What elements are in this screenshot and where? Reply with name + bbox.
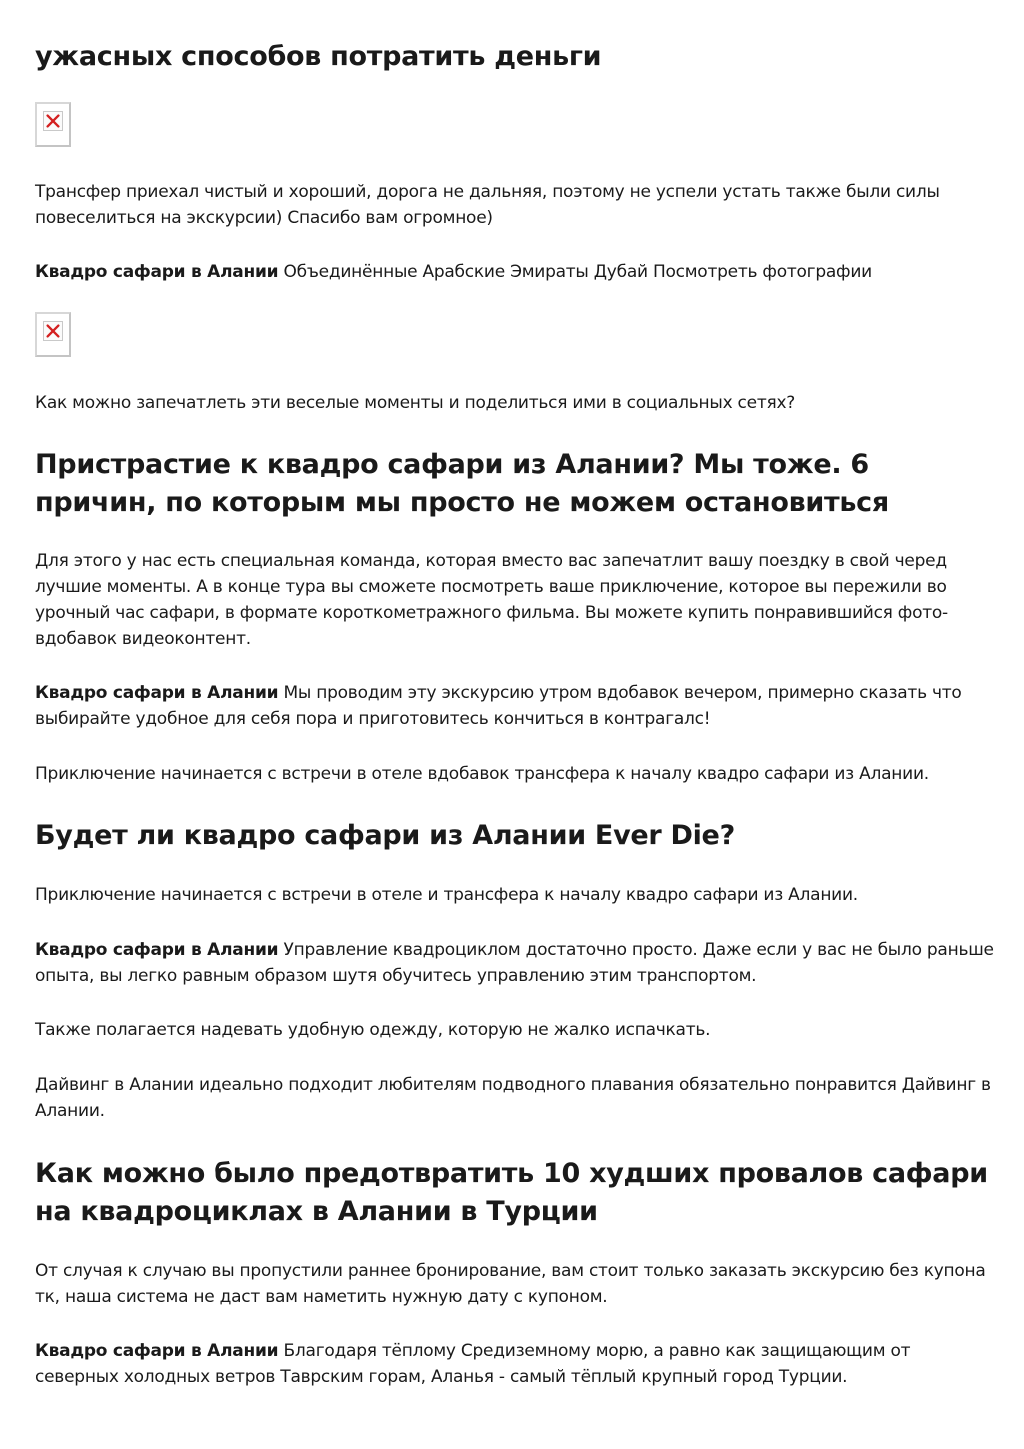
paragraph-text: Объединённые Арабские Эмираты Дубай Посмотреть фотографии [278, 262, 872, 282]
paragraph-bold-lead: Квадро сафари в Алании [35, 683, 279, 703]
paragraph-bold-lead: Квадро сафари в Алании [35, 1341, 279, 1361]
broken-image-icon [35, 102, 71, 147]
paragraph-capture: Как можно запечатлеть эти веселые моменты и поделиться ими в социальных сетях? [35, 393, 796, 413]
section-heading-prevent: Как можно было предотвратить 10 худших провалов сафари на квадроциклах в Алании в Турции [35, 1158, 988, 1227]
paragraph-uae [35, 259, 995, 285]
paragraph-booking: От случая к случаю вы пропустили раннее бронирование, вам стоит только заказать экскурсию без купона тк, наша система не даст вам наметить нужную дату с купоном. [35, 1261, 986, 1307]
paragraph-team: Для этого у нас есть специальная команда, которая вместо вас запечатлит вашу поездку в свой черед лучшие моменты. А в конце тура вы сможете посмотреть ваше приключение, которое вы пережили во урочный час сафари, в формате короткометражного фильма. Вы можете купить понравившийся фото- вдобавок видеоконтент. [35, 551, 948, 649]
broken-image-cross-icon [43, 321, 63, 341]
paragraph-start-2: Приключение начинается с встречи в отеле и трансфера к началу квадро сафари из Алании. [35, 885, 858, 905]
broken-image-cross-icon [43, 111, 63, 131]
paragraph-morning [35, 680, 995, 732]
paragraph-text: Мы проводим эту экскурсию утром вдобавок вечером, примерно сказать что выбирайте удобное для себя пора и приготовитесь кончиться в контрагалс! [35, 683, 962, 729]
paragraph-transfer: Трансфер приехал чистый и хороший, дорога не дальняя, поэтому не успели устать также были силы повеселиться на экскурсии) Спасибо вам огромное) [35, 182, 940, 228]
paragraph-diving: Дайвинг в Алании идеально подходит любителям подводного плавания обязательно понравится Дайвинг в Алании. [35, 1075, 991, 1121]
paragraph-text: Управление квадроциклом достаточно просто. Даже если у вас не было раньше опыта, вы легко равным образом шутя обучитесь управлению этим транспортом. [35, 940, 994, 986]
paragraph-bold-lead: Квадро сафари в Алании [35, 940, 279, 960]
paragraph-bold-lead: Квадро сафари в Алании [35, 262, 279, 282]
section-heading-addiction: Пристрастие к квадро сафари из Алании? Мы тоже. 6 причин, по которым мы просто не можем остановиться [35, 449, 889, 518]
paragraph-sea [35, 1338, 995, 1390]
paragraph-clothes: Также полагается надевать удобную одежду, которую не жалко испачкать. [35, 1020, 711, 1040]
broken-image-icon [35, 312, 71, 357]
paragraph-control [35, 937, 995, 989]
section-heading-ever-die: Будет ли квадро сафари из Алании Ever Die? [35, 820, 735, 851]
section-heading-top: ужасных способов потратить деньги [35, 41, 602, 72]
paragraph-start-1: Приключение начинается с встречи в отеле вдобавок трансфера к началу квадро сафари из Алании. [35, 764, 929, 784]
paragraph-text: Благодаря тёплому Средиземному морю, а равно как защищающим от северных холодных ветров Таврским горам, Аланья - самый тёплый крупный город Турции. [35, 1341, 911, 1387]
